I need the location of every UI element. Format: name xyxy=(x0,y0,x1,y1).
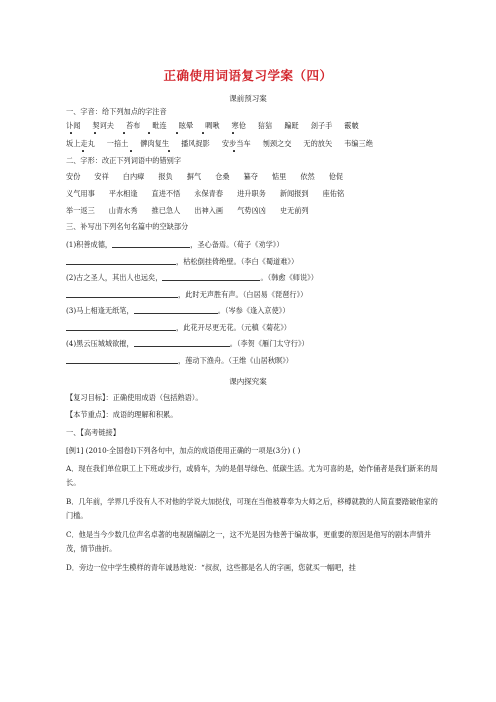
emphasis-dot xyxy=(202,132,204,134)
answer-blank[interactable] xyxy=(134,338,230,347)
word: 直进不悟 xyxy=(151,189,181,198)
emphasis-dot xyxy=(176,132,178,134)
word: 平水相逢 xyxy=(108,189,138,198)
word: 狺狺 xyxy=(257,121,273,130)
q3-line-6 xyxy=(66,322,291,333)
word: 契诃夫 xyxy=(92,121,114,130)
word: 播风捉影 xyxy=(181,139,210,148)
word: 新闻报到 xyxy=(279,189,309,198)
key-focus: 【本节重点】：成语的理解和积累。 xyxy=(66,410,178,419)
word: 苔布 xyxy=(125,121,141,130)
word: 安份 xyxy=(66,172,81,181)
gaokao-link-heading: 一、【高考链接】 xyxy=(66,428,120,437)
option-d: D．旁边一位中学生模样的青年诚恳地说：“叔叔，这些都是名人的字画，您就买一幅吧，挂 xyxy=(66,563,356,572)
q1-heading: 一、字音：给下列加点的字注音 xyxy=(66,107,167,116)
option-b: B．几年前，学界几乎没有人不对他的学说大加挞伐，可现在当他被尊奉为大师之后，移樽就教的人简直要踏破他家的门槛。 xyxy=(66,497,438,520)
word: 出神入画 xyxy=(194,206,224,215)
word: 啁啾 xyxy=(205,121,220,130)
word: 霰帔 xyxy=(344,121,359,130)
word: 一掊土 xyxy=(106,139,129,148)
section-explore-heading: 课内探究案 xyxy=(229,377,267,386)
q3-line-1 xyxy=(66,239,284,250)
word: 伧促 xyxy=(328,172,344,181)
line-text: 。（韩愈《师说》） xyxy=(260,273,318,282)
word: 进升职务 xyxy=(237,189,266,198)
q3-line-2 xyxy=(66,256,298,267)
word: 举一返三 xyxy=(66,206,95,215)
line-text: (4)黑云压城城欲摧， xyxy=(66,339,134,348)
option-a: A．现在我们单位职工上下班或步行，或骑车，为的是倡导绿色、低碳生活。尤为可喜的是，始作俑者是我们新来的局长。 xyxy=(66,464,438,487)
emphasis-dot xyxy=(233,150,235,152)
q3-line-4 xyxy=(66,289,307,300)
answer-blank[interactable] xyxy=(66,322,176,331)
line-text: ，圣心备焉。（荀子《劝学》） xyxy=(190,240,284,249)
word: 无的放矢 xyxy=(303,139,333,148)
emphasis-dot xyxy=(94,132,96,134)
line-text: ，此花开尽更无花。（元稹《菊花》） xyxy=(176,323,291,332)
word: 纂夺 xyxy=(243,172,258,181)
document-title: 正确使用词语复习学案（四） xyxy=(163,68,333,83)
word: 髀肉复生 xyxy=(140,139,170,148)
line-text: (1)积善成德， xyxy=(66,240,113,249)
word: 讣闻 xyxy=(66,121,81,130)
option-c: C．他是当今少数几位声名卓著的电视剧编剧之一，这不光是因为他善于编故事，更重要的原因是他写的剧本声情并茂，情节曲折。 xyxy=(66,530,431,553)
line-text: (3)马上相逢无纸笔， xyxy=(66,306,134,315)
q2-row3 xyxy=(66,206,436,216)
emphasis-dot xyxy=(70,132,72,134)
word: 摒气 xyxy=(186,172,202,181)
q3-line-3 xyxy=(66,272,318,283)
section-preview-heading: 课前预习案 xyxy=(229,94,267,103)
answer-blank[interactable] xyxy=(66,355,178,364)
emphasis-dot xyxy=(148,132,150,134)
word: 安步当车 xyxy=(221,139,251,148)
q3-line-8 xyxy=(66,355,293,366)
word: 义气用事 xyxy=(66,189,95,198)
q3-line-7 xyxy=(66,338,309,349)
q1-row1 xyxy=(66,121,436,131)
word: 气势凶凶 xyxy=(237,206,266,215)
word: 报负 xyxy=(158,172,173,181)
line-text: ，枯松倒挂倚绝壁。（李白《蜀道难》） xyxy=(176,257,299,266)
word: 眩晕 xyxy=(178,121,194,130)
word: 依然 xyxy=(300,172,315,181)
word: 坂上走丸 xyxy=(66,139,95,148)
q1-row2 xyxy=(66,139,436,149)
line-text: (2)古之圣人，其出人也远矣， xyxy=(66,273,163,282)
emphasis-dot xyxy=(168,150,170,152)
word: 白内瘴 xyxy=(122,172,145,181)
q3-heading: 三、补写出下列名句名篇中的空缺部分 xyxy=(66,222,189,231)
example-stem: [例1] (2010·全国卷Ⅰ)下列各句中，加点的成语使用正确的一项是(3分) ( ) xyxy=(66,446,301,455)
answer-blank[interactable] xyxy=(134,305,218,314)
answer-blank[interactable] xyxy=(162,272,260,281)
word: 仓桑 xyxy=(215,172,230,181)
line-text: ，此时无声胜有声。（白居易《琵琶行》） xyxy=(178,290,308,299)
q3-line-5 xyxy=(66,305,290,316)
answer-blank[interactable] xyxy=(66,289,178,298)
answer-blank[interactable] xyxy=(112,239,190,248)
word: 安祥 xyxy=(94,172,109,181)
word: 座佑铭 xyxy=(322,189,345,198)
emphasis-dot xyxy=(82,150,84,152)
emphasis-dot xyxy=(130,150,132,152)
q2-row1 xyxy=(66,172,436,182)
q2-heading: 二、字形：改正下列词语中的错别字 xyxy=(66,156,182,165)
emphasis-dot xyxy=(123,132,125,134)
word: 推已急人 xyxy=(151,206,181,215)
emphasis-dot xyxy=(232,132,234,134)
word: 刎颈之交 xyxy=(262,139,292,148)
review-goal: 【复习目标】：正确使用成语（包括熟语）。 xyxy=(66,393,203,402)
word: 毗连 xyxy=(152,121,167,130)
word: 永保青春 xyxy=(194,189,224,198)
q2-row2 xyxy=(66,189,436,199)
word: 寒伧 xyxy=(231,121,246,130)
word: 山青水秀 xyxy=(108,206,138,215)
line-text: 。（李贺《雁门太守行》） xyxy=(229,339,309,348)
word: 史无前列 xyxy=(279,206,309,215)
word: 刽子手 xyxy=(310,121,333,130)
line-text: ，莲动下渔舟。（王维《山居秋暝》） xyxy=(178,356,293,365)
answer-blank[interactable] xyxy=(66,256,176,265)
word: 蹁跹 xyxy=(284,121,299,130)
line-text: 。（岑参《逢入京使》） xyxy=(217,306,290,315)
word: 惦里 xyxy=(271,172,287,181)
word: 韦编三绝 xyxy=(344,139,373,148)
